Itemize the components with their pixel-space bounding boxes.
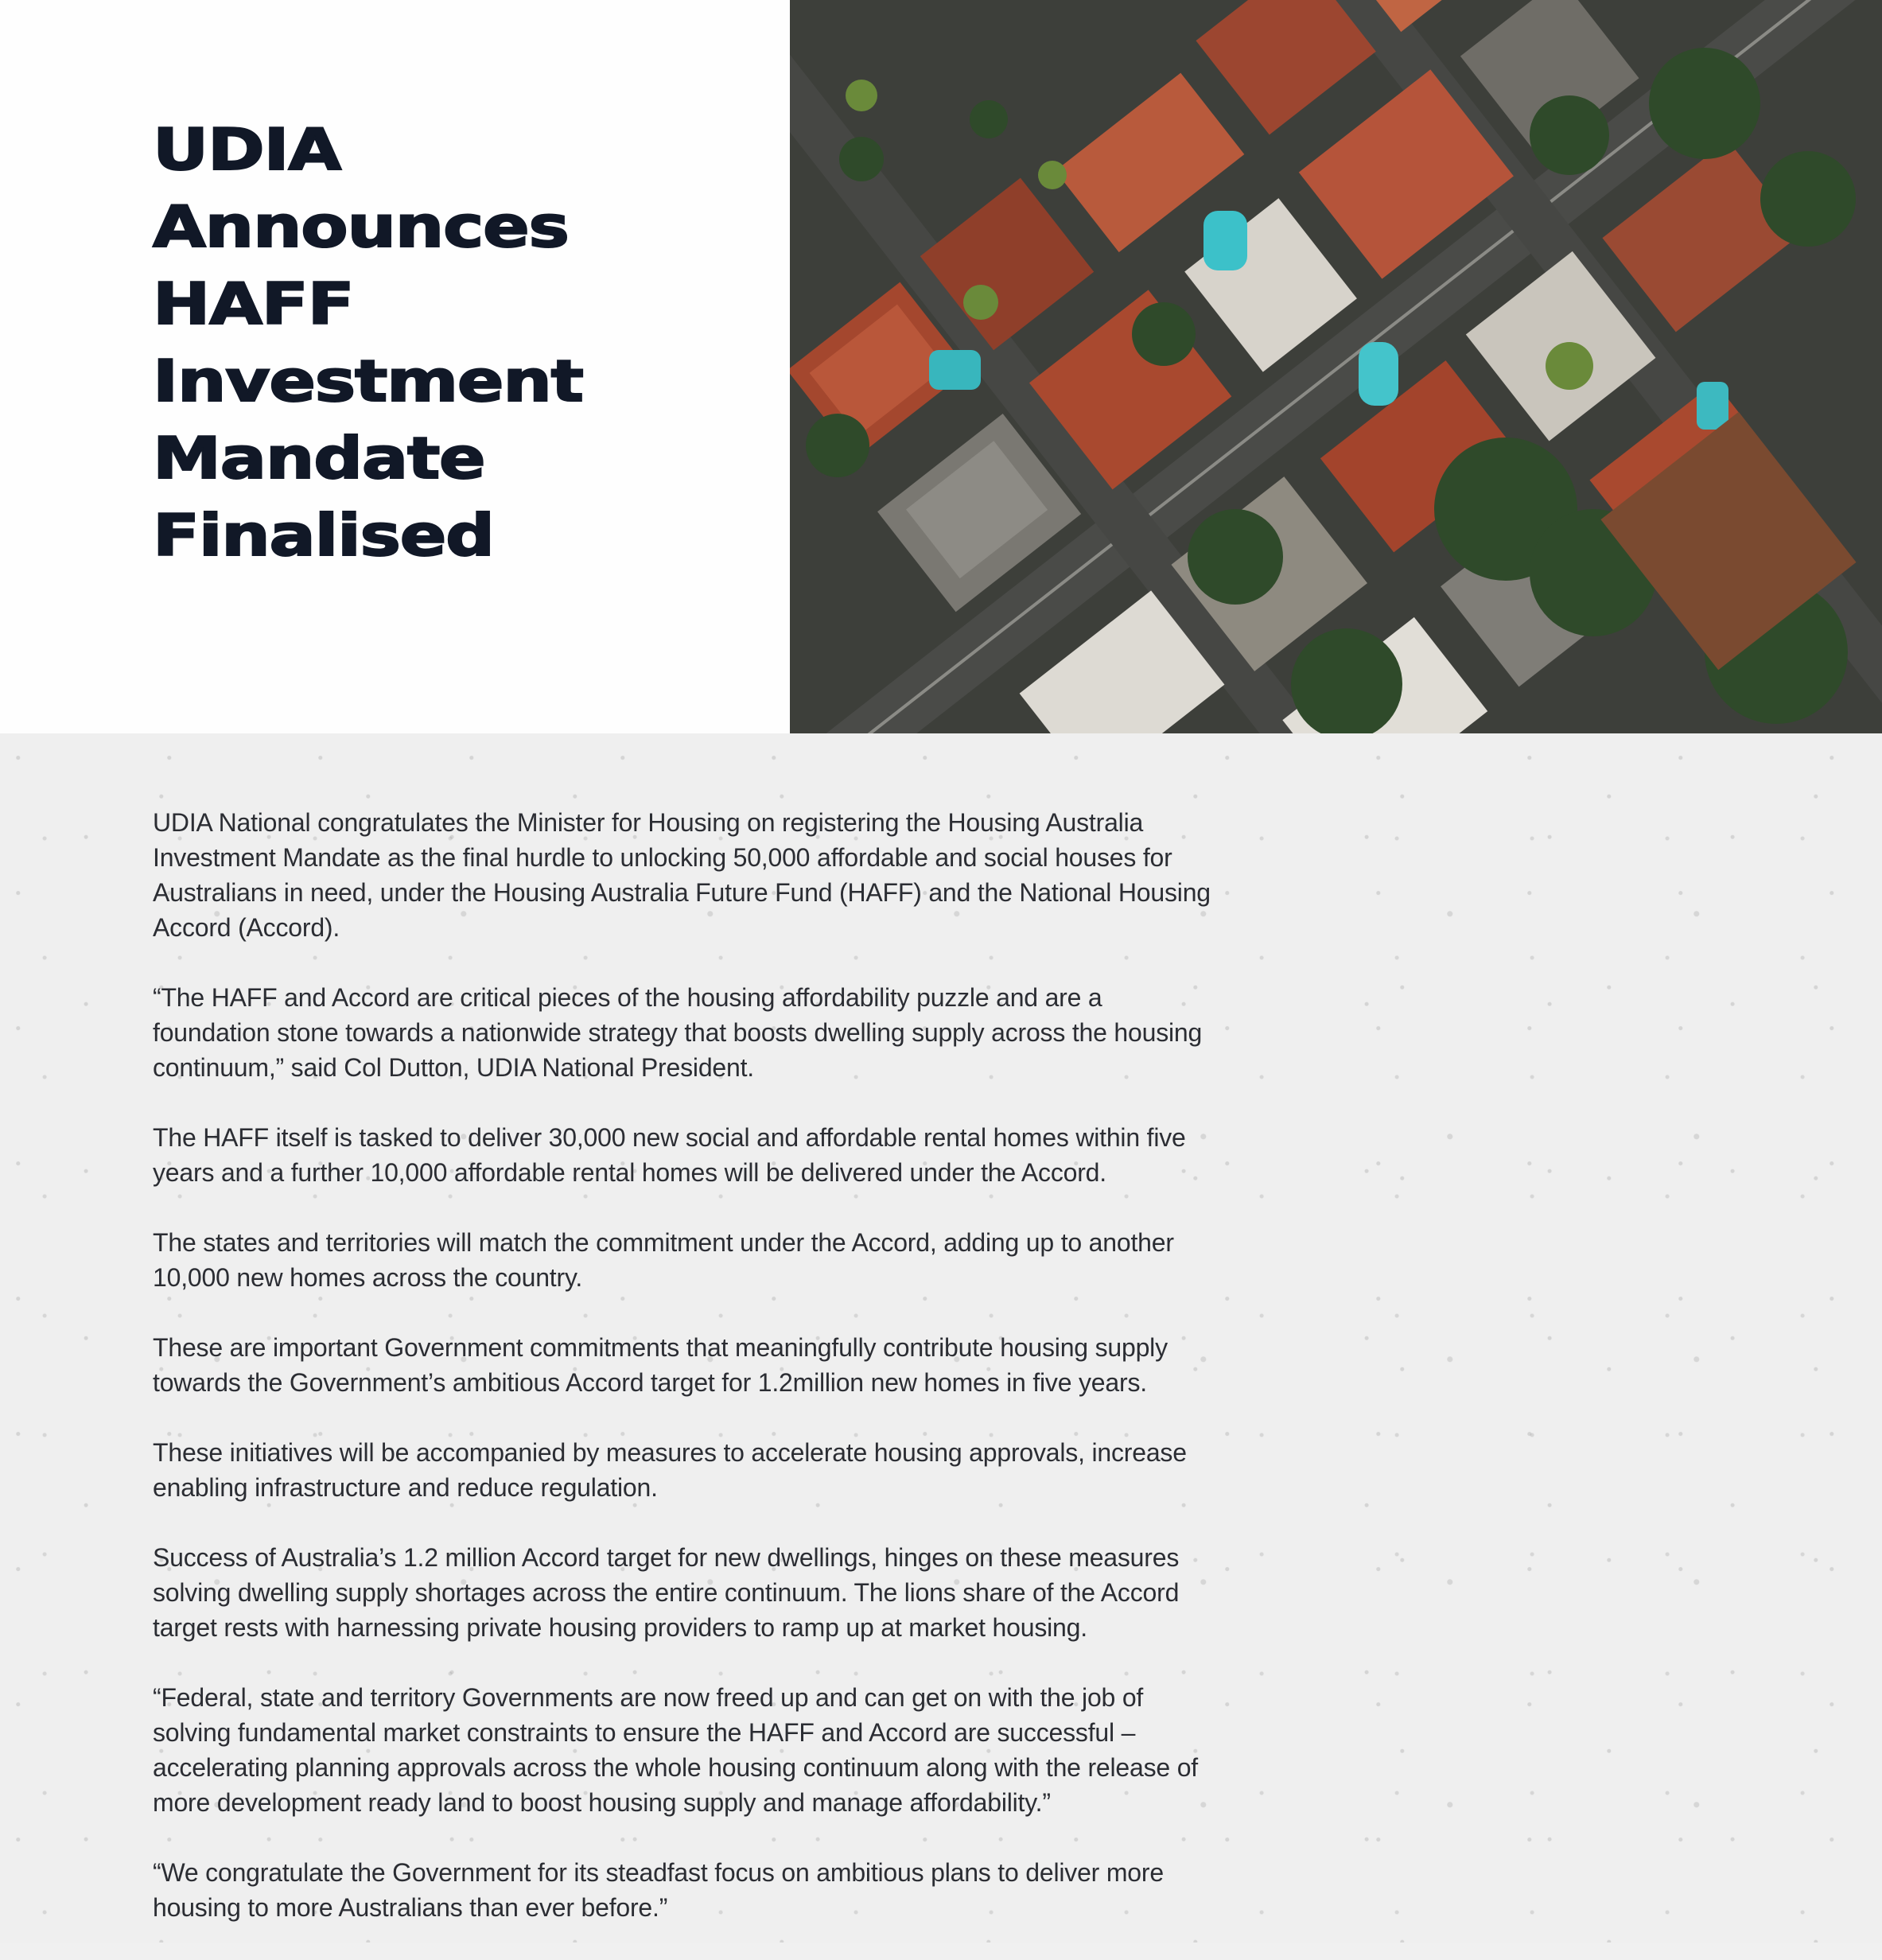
hero-aerial-image: [790, 0, 1882, 733]
page-title-line: Mandate: [153, 425, 485, 492]
hero-title-panel: [0, 0, 790, 733]
article-paragraph: UDIA National congratulates the Minister for Housing on registering the Housing Australia Investment Mandate as the final hurdle to unlocking 50,000 affordable and social houses for Australians in need, under the Housing Australia Future Fund (HAFF) and the National Housing Accord (Accord).: [153, 808, 1211, 942]
article-paragraph: The HAFF itself is tasked to deliver 30,000 new social and affordable rental homes within five years and a further 10,000 affordable rental homes will be delivered under the Accord.: [153, 1123, 1186, 1187]
article-body: [0, 733, 1882, 1942]
page-title-line: HAFF: [153, 270, 354, 337]
page-title-line: Finalised: [153, 502, 494, 569]
article-paragraph: “The HAFF and Accord are critical pieces of the housing affordability puzzle and are a foundation stone towards a nationwide strategy that boosts dwelling supply across the housing continuum,” said Col Dutton, UDIA National President.: [153, 983, 1203, 1082]
article-paragraph: These are important Government commitments that meaningfully contribute housing supply towards the Government’s ambitious Accord target for 1.2million new homes in five years.: [153, 1333, 1168, 1397]
page-title-line: Announces: [153, 193, 569, 260]
article-paragraph: “We congratulate the Government for its steadfast focus on ambitious plans to deliver more housing to more Australians than ever before.”: [153, 1858, 1164, 1922]
aerial-suburb-photo-icon: [790, 0, 1882, 733]
article-paragraph: “Federal, state and territory Governments are now freed up and can get on with the job of solving fundamental market constraints to ensure the HAFF and Accord are successful – accelerating planning approvals across the whole housing continuum along with the release of more development ready land to boost housing supply and manage affordability.”: [153, 1683, 1198, 1817]
article-paragraph: These initiatives will be accompanied by measures to accelerate housing approvals, increase enabling infrastructure and reduce regulation.: [153, 1438, 1187, 1502]
page-title-line: Investment: [153, 348, 583, 414]
page-title-line: UDIA: [153, 116, 341, 183]
page-title: [153, 111, 583, 574]
article-text: [153, 805, 1211, 1960]
article-paragraph: The states and territories will match the commitment under the Accord, adding up to another 10,000 new homes across the country.: [153, 1228, 1174, 1292]
article-paragraph: Success of Australia’s 1.2 million Accord target for new dwellings, hinges on these measures solving dwelling supply shortages across the entire continuum. The lions share of the Accord target rests with harnessing private housing providers to ramp up at market housing.: [153, 1543, 1180, 1642]
hero-section: [0, 0, 1882, 733]
